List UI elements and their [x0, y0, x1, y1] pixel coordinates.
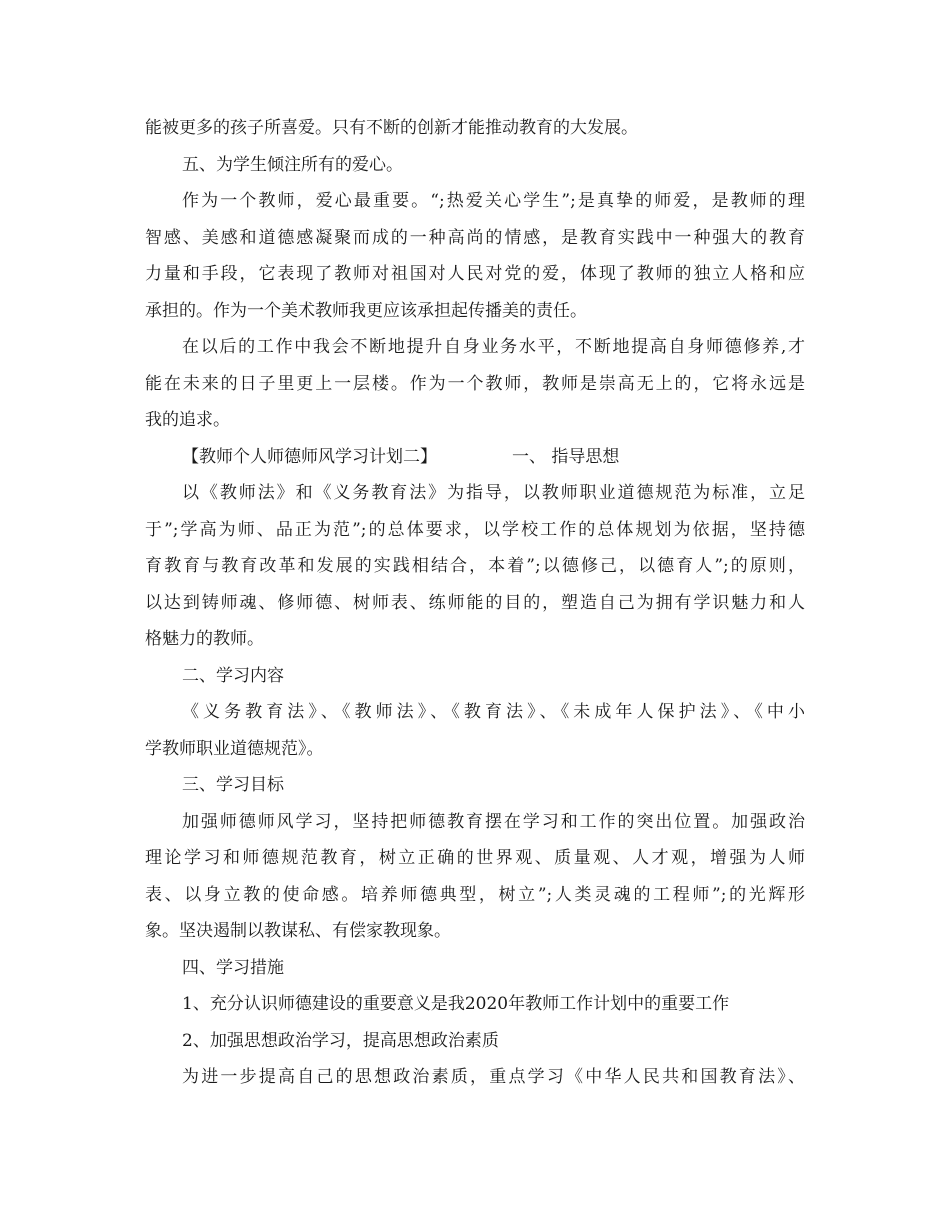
paragraph-line: 象。坚决遏制以教谋私、有偿家教现象。	[145, 921, 451, 941]
paragraph-line: 以达到铸师魂、修师德、树师表、练师能的目的，塑造自己为拥有学识魅力和人	[145, 592, 805, 613]
paragraph-line: 力量和手段，它表现了教师对祖国对人民对党的爱，体现了教师的独立人格和应	[145, 264, 805, 284]
paragraph-line: 能被更多的孩子所喜爱。只有不断的创新才能推动教育的大发展。	[145, 118, 638, 138]
list-item: 1、充分认识师德建设的重要意义是我2020年教师工作计划中的重要工作	[182, 994, 730, 1014]
paragraph-line: 能在未来的日子里更上一层楼。作为一个教师，教师是崇高无上的，它将永远是	[145, 373, 805, 394]
paragraph-line: 表、以身立教的使命感。培养师德典型，树立”;人类灵魂的工程师”;的光辉形	[145, 884, 805, 905]
paragraph-line: 加强师德师风学习，坚持把师德教育摆在学习和工作的突出位置。加强政治	[182, 811, 805, 832]
plan-title: 【教师个人师德师风学习计划二】	[182, 446, 437, 467]
section-heading: 三、学习目标	[182, 775, 284, 795]
plan-title-row	[145, 439, 805, 476]
paragraph-line: 我的追求。	[145, 410, 230, 430]
section-heading: 一、 指导思想	[512, 446, 620, 467]
paragraph-line: 学教师职业道德规范》。	[145, 738, 324, 759]
paragraph-line: 为进一步提高自己的思想政治素质，重点学习《中华人民共和国教育法》、	[182, 1067, 805, 1087]
paragraph-line: 育教育与教育改革和发展的实践相结合，本着”;以德修己，以德育人”;的原则，	[145, 556, 805, 576]
paragraph-line: 在以后的工作中我会不断地提升自身业务水平，不断地提高自身师德修养,才	[182, 337, 805, 357]
section-heading: 五、为学生倾注所有的爱心。	[182, 154, 403, 175]
paragraph-line: 《义务教育法》、《教师法》、《教育法》、《未成年人保护法》、《中小	[182, 702, 805, 722]
section-heading: 四、学习措施	[182, 957, 284, 978]
paragraph-line: 于”;学高为师、品正为范”;的总体要求，以学校工作的总体规划为依据，坚持德	[145, 519, 805, 540]
paragraph-line: 承担的。作为一个美术教师我更应该承担起传播美的责任。	[145, 300, 587, 321]
list-item: 2、加强思想政治学习，提高思想政治素质	[182, 1030, 499, 1051]
paragraph-line: 格魅力的教师。	[145, 629, 264, 649]
section-heading: 二、学习内容	[182, 665, 284, 686]
paragraph-line: 理论学习和师德规范教育，树立正确的世界观、质量观、人才观，增强为人师	[145, 848, 805, 868]
paragraph-line: 作为一个教师，爱心最重要。“;热爱关心学生”;是真挚的师爱，是教师的理	[182, 191, 805, 211]
paragraph-line: 以《教师法》和《义务教育法》为指导，以教师职业道德规范为标准，立足	[182, 483, 805, 503]
document-body	[145, 110, 805, 1096]
paragraph-line: 智感、美感和道德感凝聚而成的一种高尚的情感，是教育实践中一种强大的教育	[145, 227, 805, 248]
